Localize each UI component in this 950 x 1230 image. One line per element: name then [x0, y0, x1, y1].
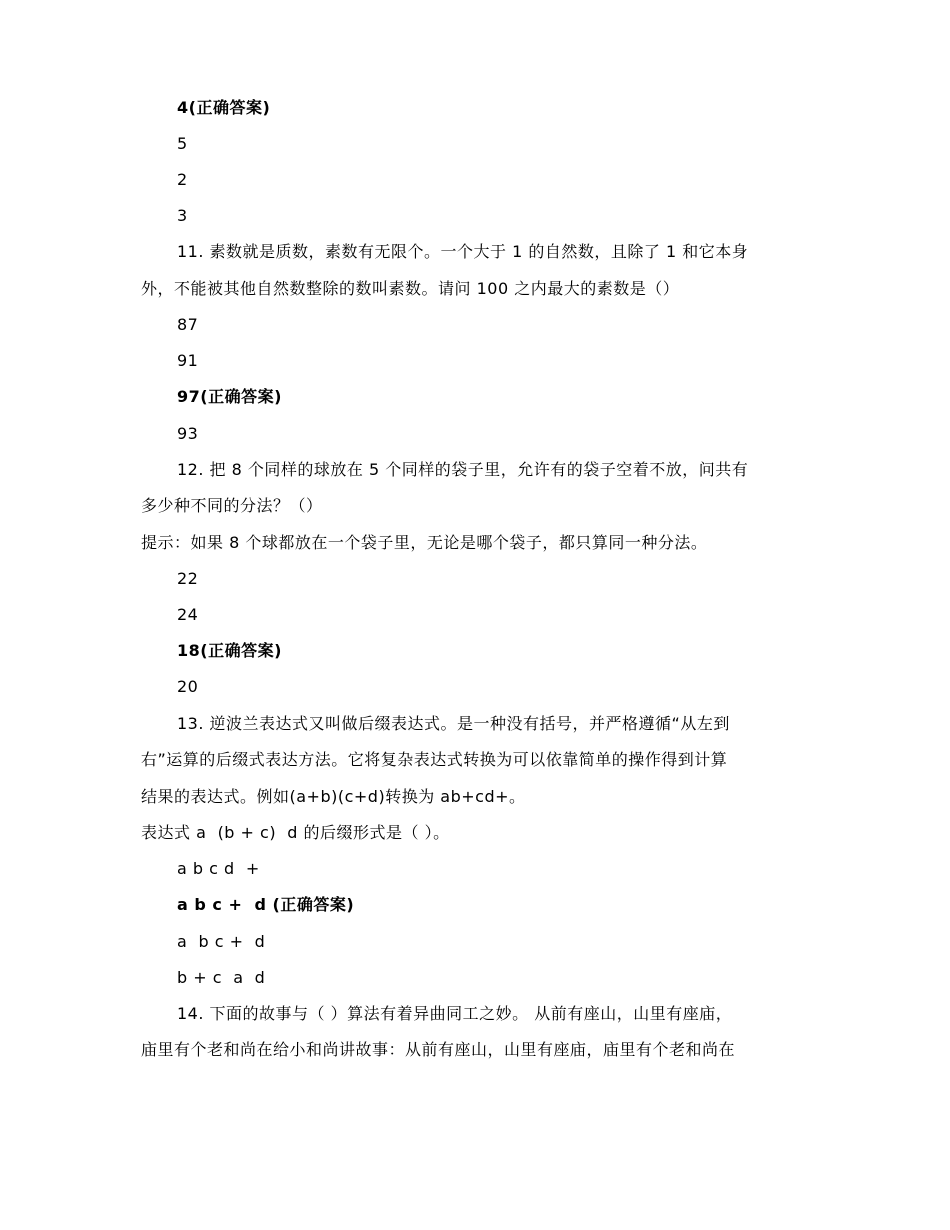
- question-text: 14. 下面的故事与（ ）算法有着异曲同工之妙。 从前有座山，山里有座庙，: [177, 1004, 733, 1023]
- answer-option: 24: [177, 605, 199, 624]
- question-text: 外，不能被其他自然数整除的数叫素数。请问 100 之内最大的素数是（）: [141, 279, 680, 298]
- question-text: 13. 逆波兰表达式又叫做后缀表达式。是一种没有括号，并严格遵循“从左到: [177, 714, 730, 733]
- question-text: 12. 把 8 个同样的球放在 5 个同样的袋子里，允许有的袋子空着不放，问共有: [177, 460, 749, 479]
- answer-option: a b c + d: [177, 932, 266, 951]
- answer-option: b + c a d: [177, 968, 266, 987]
- answer-option-correct: 18(正确答案): [177, 641, 282, 660]
- answer-option: 22: [177, 569, 199, 588]
- question-text: 11. 素数就是质数，素数有无限个。一个大于 1 的自然数，且除了 1 和它本身: [177, 242, 749, 261]
- question-text: 表达式 a (b + c) d 的后缀形式是（ ）。: [141, 823, 450, 842]
- answer-option: 3: [177, 206, 188, 225]
- answer-option: 93: [177, 424, 199, 443]
- question-text: 多少种不同的分法？（）: [141, 496, 323, 515]
- question-text: 结果的表达式。例如(a+b)(c+d)转换为 ab+cd+。: [141, 787, 526, 806]
- answer-option: 87: [177, 315, 199, 334]
- answer-option: 91: [177, 351, 199, 370]
- answer-option-correct: 4(正确答案): [177, 98, 271, 117]
- answer-option: 2: [177, 170, 188, 189]
- answer-option: 5: [177, 134, 188, 153]
- question-hint: 提示：如果 8 个球都放在一个袋子里，无论是哪个袋子，都只算同一种分法。: [141, 533, 708, 552]
- answer-option-correct: a b c + d (正确答案): [177, 895, 355, 914]
- question-text: 右”运算的后缀式表达方法。它将复杂表达式转换为可以依靠简单的操作得到计算: [141, 750, 728, 769]
- answer-option-correct: 97(正确答案): [177, 387, 282, 406]
- question-text: 庙里有个老和尚在给小和尚讲故事：从前有座山，山里有座庙，庙里有个老和尚在: [141, 1040, 736, 1059]
- answer-option: a b c d +: [177, 859, 260, 878]
- answer-option: 20: [177, 677, 199, 696]
